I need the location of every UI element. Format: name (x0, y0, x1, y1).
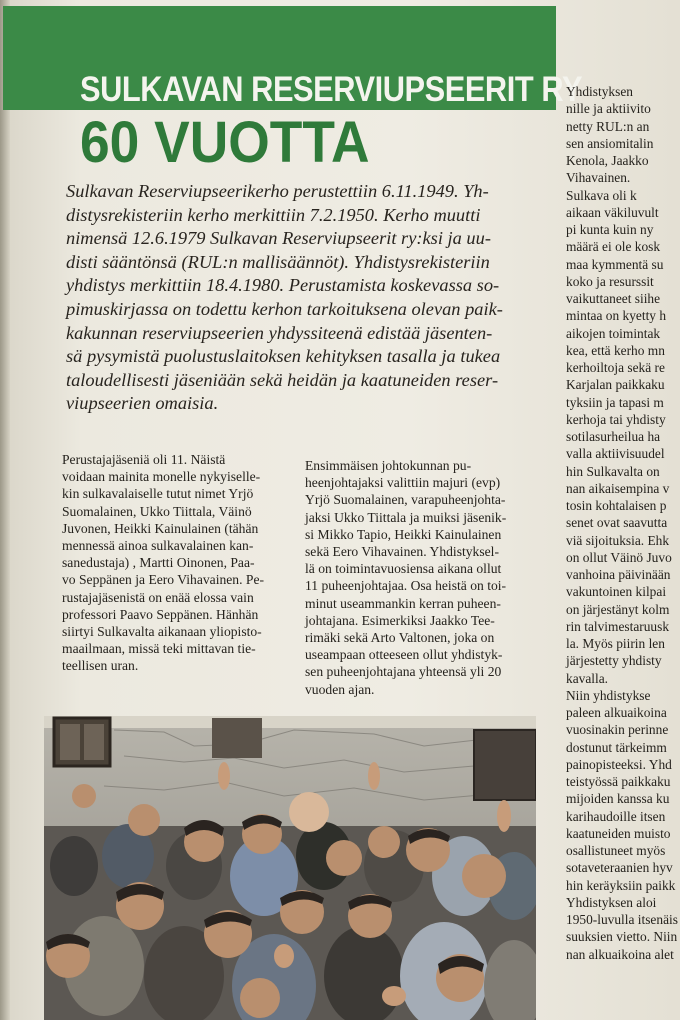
intro-paragraph (66, 180, 552, 416)
group-photo (44, 716, 536, 1020)
column-3-line: on ollut Väinö Juvo (566, 549, 672, 565)
column-3-line: sotaveteraanien hyv (566, 860, 673, 876)
column-1-line: professori Paavo Seppänen. Hänhän (62, 606, 259, 622)
article-subtitle: 60 VUOTTA (80, 110, 370, 175)
column-1-line: rustajajäsenistä on enää elossa vain (62, 589, 254, 605)
intro-line: pimuskirjassa on todettu kerhon tarkoituksena olevan paik- (66, 298, 503, 319)
column-3-line: määrä ei ole kosk (566, 239, 661, 255)
column-3-line: painopisteeksi. Yhd (566, 756, 672, 772)
column-3-line: netty RUL:n an (566, 118, 650, 134)
column-2-line: sen puheenjohtajana yhteensä yli 20 (305, 664, 502, 680)
column-2-line: johtajana. Esimerkiksi Jaakko Tee- (305, 612, 495, 628)
column-3-line: vuosinakin perinne (566, 722, 669, 738)
column-3-line: Karjalan paikkaku (566, 377, 665, 393)
column-2-line: Yrjö Suomalainen, varapuheenjohta- (305, 492, 506, 508)
intro-line: viupseerien omaisia. (66, 393, 219, 414)
column-1-line: sanedustaja) , Martti Oinonen, Paa- (62, 555, 255, 571)
intro-line: disti sääntönsä (RUL:n mallisäännöt). Yhdistysrekisteriin (66, 251, 490, 272)
column-3-line: vaikuttaneet siihe (566, 291, 661, 306)
column-3-line: nan aikaisempina v (566, 480, 670, 496)
column-2-line: useampaan otteeseen ollut yhdistyk- (305, 647, 503, 663)
column-3-line: järjestetty yhdisty (566, 653, 662, 669)
column-1-line: Perustajajäseniä oli 11. Näistä (62, 452, 226, 467)
column-3-line: koko ja resurssit (566, 273, 654, 289)
intro-line: nimensä 12.6.1979 Sulkavan Reserviupseerit ry:ksi ja uu- (66, 228, 491, 249)
column-1-line: siirtyi Sulkavalta aikanaan yliopisto- (62, 624, 262, 640)
column-3-line: Yhdistyksen aloi (566, 894, 657, 910)
column-3-line: pi kunta kuin ny (566, 222, 654, 237)
column-3-line: karihaudoille itsen (566, 808, 666, 824)
intro-line: sä pysymistä puolustuslaitoksen kehityksen tasalla ja tukea (66, 346, 501, 367)
column-3-line: kerhoja tai yhdisty (566, 411, 666, 427)
column-1-line: vo Seppänen ja Eero Vihavainen. Pe- (62, 572, 265, 588)
column-3-line: senet ovat saavutta (566, 515, 668, 531)
column-3-line: mijoiden kanssa ku (566, 791, 670, 807)
column-3-line: la. Myös piirin len (566, 636, 665, 651)
column-1-line: Suomalainen, Ukko Tiittala, Väinö (62, 503, 252, 519)
column-3-line: Kenola, Jaakko (566, 153, 649, 168)
column-2-line: sekä Eero Vihavainen. Yhdistyksel- (305, 544, 499, 560)
column-1-line: Juvonen, Heikki Kainulainen (tähän (62, 520, 259, 536)
intro-line: kakunnan reserviupseerien yhdyssiteenä edistää jäsenten- (66, 322, 493, 343)
column-3-line: dostunut tärkeimm (566, 739, 667, 755)
body-column-1 (62, 451, 298, 675)
column-3-line: osallistuneet myös (566, 843, 666, 858)
column-2-line: vuoden ajan. (305, 681, 375, 697)
page-binding-edge (0, 0, 10, 1020)
column-3-line: Yhdistyksen (566, 84, 633, 99)
column-1-line: maailmaan, missä teki mittavan tie- (62, 641, 256, 657)
column-3-line: tosin kohtalaisen p (566, 498, 667, 513)
column-3-line: kavalla. (566, 670, 609, 686)
column-3-line: Vihavainen. (566, 170, 631, 186)
column-3-line: kaatuneiden muisto (566, 825, 671, 841)
intro-line: taloudellisesti jäseniään sekä heidän ja kaatuneiden reser- (66, 369, 499, 390)
column-3-line: viä sijoituksia. Ehk (566, 532, 670, 548)
column-3-line: vanhoina päivinään (566, 567, 671, 582)
column-3-line: rin talvimestaruusk (566, 618, 670, 634)
column-3-line: sotilasurheilua ha (566, 429, 661, 444)
column-3-line: Sulkava oli k (566, 187, 637, 203)
body-column-2 (305, 457, 545, 698)
column-3-line: aikaan väkiluvult (566, 204, 659, 220)
column-3-line: maa kymmentä su (566, 256, 664, 272)
column-3-line: 1950-luvulla itsenäis (566, 912, 678, 927)
intro-line: yhdistys merkittiin 18.4.1980. Perustamista koskevassa so- (66, 275, 500, 296)
column-2-line: jaksi Ukko Tiittala ja muiksi jäsenik- (305, 509, 507, 525)
column-3-line: kea, että kerho mn (566, 342, 665, 358)
column-3-line: nille ja aktiivito (566, 101, 651, 117)
column-3-line: suuksien vietto. Niin (566, 929, 678, 945)
column-2-line: minut useammankin kerran puheen- (305, 595, 501, 611)
column-2-line: rimäki sekä Arto Valtonen, joka on (305, 630, 495, 646)
column-3-line: Niin yhdistykse (566, 687, 651, 703)
column-3-line: hin Sulkavalta on (566, 463, 660, 479)
intro-line: Sulkavan Reserviupseerikerho perustettiin 6.11.1949. Yh- (66, 181, 489, 201)
column-3-line: tyksiin ja tapasi m (566, 394, 664, 410)
column-3-line: hin keräyksiin paikk (566, 877, 676, 893)
column-3-line: mintaa on kyetty h (566, 308, 667, 324)
column-1-line: teellisen uran. (62, 658, 139, 674)
column-2-line: heenjohtajaksi valittiin majuri (evp) (305, 475, 501, 491)
column-2-line: si Mikko Tapio, Heikki Kainulainen (305, 526, 502, 542)
body-column-3 (566, 83, 680, 963)
column-3-line: sen ansiomitalin (566, 135, 654, 151)
column-3-line: valla aktiivisuudel (566, 446, 665, 462)
column-3-line: aikojen toimintak (566, 325, 661, 341)
column-3-line: on järjestänyt kolm (566, 601, 670, 617)
column-2-line: lä on toimintavuosiensa aikana ollut (305, 561, 502, 577)
column-1-line: voidaan mainita monelle nykyiselle- (62, 469, 261, 485)
intro-line: distysrekisteriin kerho merkittiin 7.2.1950. Kerho muutti (66, 204, 481, 225)
column-1-line: kin sulkavalaiselle tutut nimet Yrjö (62, 486, 254, 502)
column-3-line: vakuntoinen kilpai (566, 584, 667, 600)
column-3-line: kerhoiltoja sekä re (566, 360, 665, 375)
column-1-line: mennessä ainoa sulkavalainen kan- (62, 538, 254, 554)
column-2-line: 11 puheenjohtajaa. Osa heistä on toi- (305, 578, 507, 594)
column-3-line: paleen alkuaikoina (566, 705, 667, 720)
column-3-line: teistyössä paikkaku (566, 774, 671, 789)
column-3-line: nan alkuaikoina alet (566, 946, 674, 962)
article-title: SULKAVAN RESERVIUPSEERIT RY (80, 70, 583, 109)
column-2-line: Ensimmäisen johtokunnan pu- (305, 458, 472, 473)
